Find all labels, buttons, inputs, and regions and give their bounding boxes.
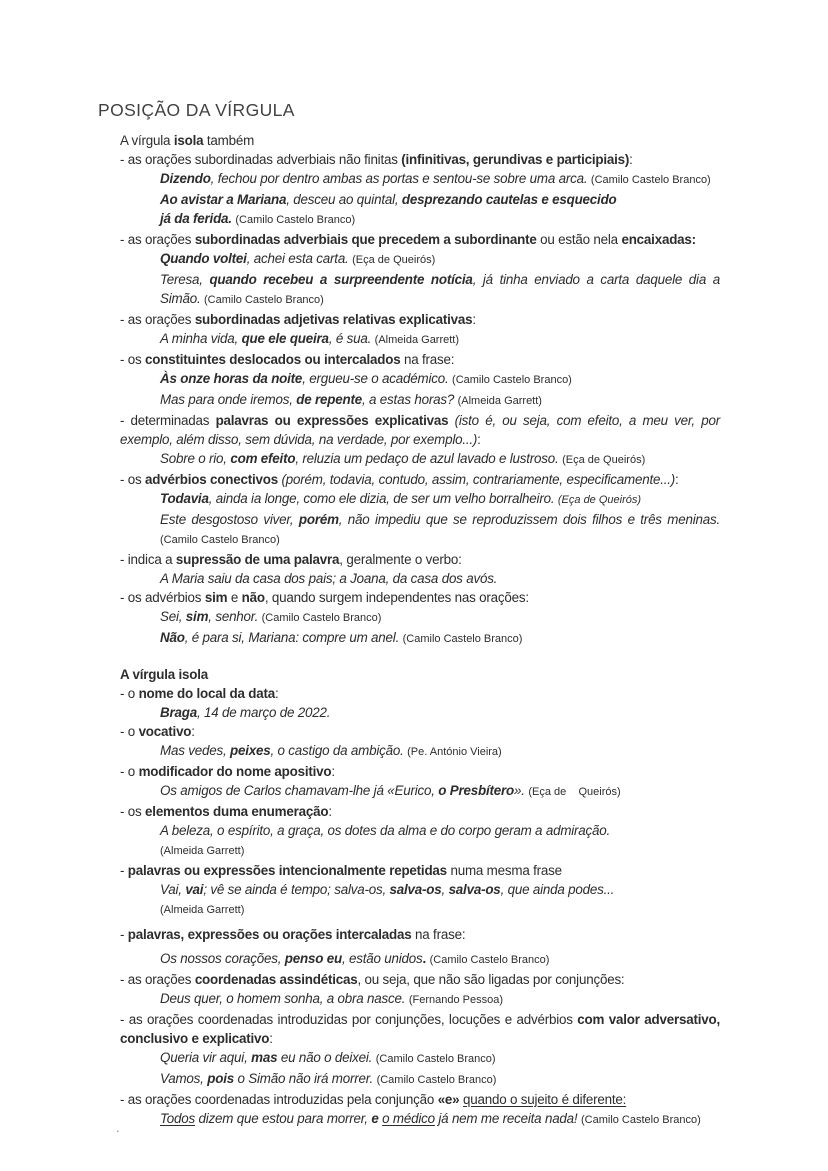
text-run: , geralmente o verbo:	[339, 552, 462, 567]
text-run: Este desgostoso viver,	[160, 512, 299, 527]
text-run: , é sua.	[328, 331, 372, 346]
text-run: Vamos,	[160, 1071, 208, 1086]
citation: (Camilo Castelo Branco)	[590, 174, 711, 186]
text-run: :	[675, 472, 679, 487]
citation: (Camilo Castelo Branco)	[429, 954, 550, 966]
citation: (Camilo Castelo Branco)	[376, 1074, 497, 1086]
citation: (Pe. António Vieira)	[407, 746, 502, 758]
text-run: Quando voltei	[160, 251, 247, 266]
text-run: nome do local da data	[138, 686, 275, 701]
text-run: peixes	[230, 743, 271, 758]
text-run: , desceu ao quintal,	[286, 192, 402, 207]
example-line	[120, 1069, 720, 1090]
text-run: A vírgula	[120, 133, 174, 148]
example-line	[120, 270, 720, 310]
list-item	[120, 762, 720, 781]
text-run: :	[477, 432, 481, 447]
example-line	[120, 949, 720, 970]
text-run: , reluzia um pedaço de azul lavado e lustroso.	[295, 451, 559, 466]
citation: (Eça de Queirós)	[352, 254, 436, 266]
text-run: Todavia	[160, 491, 209, 506]
citation: (Fernando Pessoa)	[408, 994, 503, 1006]
text-run: Dizendo	[160, 171, 211, 186]
text-run: , ergueu-se o académico.	[302, 371, 449, 386]
example-line	[120, 569, 720, 588]
text-run: , quando surgem independentes nas orações:	[264, 590, 529, 605]
text-run: - as orações	[120, 972, 195, 987]
text-run: Às onze horas da noite	[160, 371, 303, 386]
text-run: com efeito	[230, 451, 296, 466]
text-run: o médico	[382, 1111, 435, 1126]
text-run: - o	[120, 724, 139, 739]
text-run: coordenadas assindéticas	[194, 972, 358, 987]
text-run: :	[275, 686, 279, 701]
text-run: modificador do nome apositivo	[138, 764, 332, 779]
text-run: também	[203, 133, 255, 148]
text-run: ; vê se ainda é tempo; salva-os,	[203, 882, 390, 897]
text-run: e	[227, 590, 242, 605]
text-run: Deus quer, o homem sonha, a obra nasce.	[160, 991, 406, 1006]
text-run: - as orações subordinadas adverbiais não finitas	[120, 152, 402, 167]
text-run: pois	[207, 1071, 234, 1086]
citation: (Camilo Castelo Branco)	[235, 214, 356, 226]
text-run: na frase:	[411, 927, 466, 942]
section-heading	[120, 131, 720, 150]
citation: (Almeida Garrett)	[160, 904, 245, 916]
list-item	[120, 550, 720, 569]
list-item	[120, 588, 720, 607]
text-run: , a estas horas?	[362, 392, 455, 407]
list-item	[120, 722, 720, 741]
document-body	[120, 131, 720, 1130]
text-run: :	[331, 764, 335, 779]
text-run: isola	[173, 133, 204, 148]
citation: (Camilo Castelo Branco)	[402, 633, 523, 645]
text-run: quando o sujeito é diferente:	[462, 1092, 627, 1107]
text-run: porém	[298, 512, 339, 527]
example-line	[120, 703, 720, 722]
text-run: elementos duma enumeração	[145, 804, 329, 819]
text-run: que ele queira	[241, 331, 329, 346]
citation: (Eça de Queirós)	[557, 494, 642, 506]
citation: (Camilo Castelo Branco)	[375, 1053, 496, 1065]
text-run: e	[371, 1111, 379, 1126]
citation: (Almeida Garrett)	[374, 334, 460, 346]
text-run: Mas para onde iremos,	[160, 392, 297, 407]
text-run: , já tinha enviado a carta daquele dia a Simão.	[160, 272, 720, 306]
text-run: advérbios conectivos	[145, 472, 278, 487]
text-run: o Presbítero	[438, 783, 515, 798]
text-run: :	[269, 1031, 273, 1046]
example-line	[120, 369, 720, 390]
list-item	[120, 970, 720, 989]
text-run: , que ainda podes...	[500, 882, 615, 897]
text-run: -	[120, 927, 128, 942]
text-run: numa mesma frase	[446, 863, 562, 878]
text-run: - os	[120, 352, 146, 367]
example-line	[120, 489, 720, 510]
example-line	[120, 821, 720, 861]
example-line	[120, 628, 720, 649]
text-run: - os advérbios	[120, 590, 205, 605]
citation: (Eça de Queirós)	[528, 786, 621, 798]
citation: (Camilo Castelo Branco)	[580, 1114, 701, 1126]
text-run: vocativo	[138, 724, 192, 739]
text-run: não	[241, 590, 265, 605]
list-item	[120, 310, 720, 329]
page-title: POSIÇÃO DA VÍRGULA	[98, 100, 295, 120]
text-run: na frase:	[400, 352, 455, 367]
text-run: - as orações coordenadas introduzidas pela conjunção	[120, 1092, 438, 1107]
text-run: Ao avistar a Mariana	[160, 192, 287, 207]
text-run: , ainda ia longe, como ele dizia, de ser um velho borralheiro.	[208, 491, 555, 506]
text-run: Os amigos de Carlos chamavam-lhe já «Eurico,	[160, 783, 439, 798]
text-run: - as orações	[120, 232, 195, 247]
text-run: já nem me receita nada!	[434, 1111, 578, 1126]
stray-mark: .	[116, 1120, 120, 1135]
text-run: - os	[120, 804, 146, 819]
citation: (Almeida Garrett)	[160, 845, 245, 857]
text-run: ,	[441, 882, 449, 897]
list-item	[120, 1010, 720, 1048]
text-run: (porém, todavia, contudo, assim, contrariamente, especificamente...)	[281, 472, 676, 487]
text-run: já da ferida.	[160, 211, 232, 226]
list-item	[120, 350, 720, 369]
text-run: sim	[185, 609, 209, 624]
text-run: (isto é, ou seja, com efeito, a meu ver, por exemplo, além disso, sem dúvida, na verdade, por exemplo...)	[120, 413, 720, 447]
text-run: sim	[204, 590, 228, 605]
text-run: A Maria saiu da casa dos pais; a Joana, da casa dos avós.	[160, 571, 498, 586]
text-run: Sei,	[160, 609, 186, 624]
text-run: - as orações coordenadas introduzidas por conjunções, locuções e advérbios	[120, 1012, 578, 1027]
example-line	[120, 190, 720, 230]
list-item	[120, 470, 720, 489]
list-item	[120, 861, 720, 880]
text-run: Teresa,	[160, 272, 210, 287]
text-run: supressão de uma palavra	[175, 552, 340, 567]
text-run: com valor adversativo, conclusivo e explicativo	[120, 1012, 720, 1046]
list-item	[120, 925, 720, 944]
list-item	[120, 411, 720, 449]
text-run: A beleza, o espírito, a graça, os dotes da alma e do corpo geram a admiração.	[160, 823, 611, 838]
text-run: quando recebeu a surpreendente notícia	[209, 272, 473, 287]
list-item	[120, 1090, 720, 1109]
text-run: A vírgula isola	[120, 667, 209, 682]
example-line	[120, 449, 720, 470]
text-run: :	[328, 804, 332, 819]
citation: (Camilo Castelo Branco)	[204, 294, 324, 306]
text-run: , fechou por dentro ambas as portas e sentou-se sobre uma arca.	[210, 171, 588, 186]
text-run: Queria vir aqui,	[160, 1050, 252, 1065]
text-run: :	[191, 724, 195, 739]
text-run: salva-os	[448, 882, 501, 897]
text-run: .	[422, 951, 427, 966]
list-item	[120, 230, 720, 249]
text-run: , é para si, Mariana: compre um anel.	[184, 630, 400, 645]
example-line	[120, 169, 720, 190]
citation: (Camilo Castelo Branco)	[261, 612, 382, 624]
text-run: Os nossos corações,	[160, 951, 285, 966]
example-line	[120, 390, 720, 411]
text-run: - as orações	[120, 312, 195, 327]
citation: (Camilo Castelo Branco)	[452, 374, 572, 386]
example-line	[120, 880, 720, 920]
text-run: , estão unidos	[341, 951, 423, 966]
text-run: Mas vedes,	[160, 743, 230, 758]
text-run: constituintes deslocados ou intercalados	[145, 352, 401, 367]
text-run: palavras, expressões ou orações intercaladas	[127, 927, 412, 942]
text-run: , senhor.	[208, 609, 259, 624]
example-line	[120, 741, 720, 762]
text-run: Sobre o rio,	[160, 451, 231, 466]
text-run: de repente	[296, 392, 362, 407]
text-run: - o	[120, 764, 139, 779]
example-line	[120, 989, 720, 1010]
text-run: o Simão não irá morrer.	[233, 1071, 374, 1086]
text-run: A minha vida,	[160, 331, 242, 346]
text-run: - o	[120, 686, 139, 701]
example-line	[120, 249, 720, 270]
text-run: :	[629, 152, 633, 167]
example-line	[120, 607, 720, 628]
text-run: penso eu	[284, 951, 342, 966]
text-run: , ou seja, que não são ligadas por conjunções:	[357, 972, 625, 987]
section-heading	[120, 665, 720, 684]
text-run: Não	[160, 630, 185, 645]
example-line	[120, 510, 720, 550]
text-run: , o castigo da ambição.	[270, 743, 404, 758]
text-run: subordinadas adverbiais que precedem a subordinante	[194, 232, 537, 247]
list-item	[120, 150, 720, 169]
example-line	[120, 1048, 720, 1069]
text-run: -	[120, 863, 128, 878]
list-item	[120, 684, 720, 703]
citation: (Eça de Queirós)	[562, 454, 646, 466]
text-run: eu não o deixei.	[277, 1050, 373, 1065]
text-run: salva-os	[389, 882, 442, 897]
example-line	[120, 781, 720, 802]
text-run: ».	[514, 783, 525, 798]
text-run: ou estão nela	[536, 232, 622, 247]
text-run: Vai,	[160, 882, 186, 897]
text-run: , 14 de março de 2022.	[196, 705, 331, 720]
citation: (Almeida Garrett)	[457, 395, 542, 407]
text-run: vai	[185, 882, 204, 897]
example-line	[120, 329, 720, 350]
list-item	[120, 802, 720, 821]
citation: (Camilo Castelo Branco)	[160, 534, 280, 546]
text-run: , achei esta carta.	[246, 251, 349, 266]
text-run: dizem que estou para morrer,	[195, 1111, 372, 1126]
text-run: mas	[251, 1050, 278, 1065]
text-run: desprezando cautelas e esquecido	[401, 192, 617, 207]
text-run: palavras ou expressões explicativas	[215, 413, 449, 428]
text-run: Todos	[160, 1111, 195, 1126]
text-run: , não impediu que se reproduzissem dois filhos e três meninas.	[338, 512, 720, 527]
text-run: subordinadas adjetivas relativas explicativas	[194, 312, 473, 327]
text-run: «e»	[437, 1092, 460, 1107]
text-run: :	[472, 312, 476, 327]
text-run: (infinitivas, gerundivas e participiais)	[401, 152, 630, 167]
example-line	[120, 1109, 720, 1130]
text-run: - indica a	[120, 552, 176, 567]
text-run: - determinadas	[120, 413, 216, 428]
text-run: palavras ou expressões intencionalmente repetidas	[127, 863, 447, 878]
text-run: - os	[120, 472, 146, 487]
text-run: encaixadas:	[621, 232, 696, 247]
text-run: Braga	[160, 705, 197, 720]
